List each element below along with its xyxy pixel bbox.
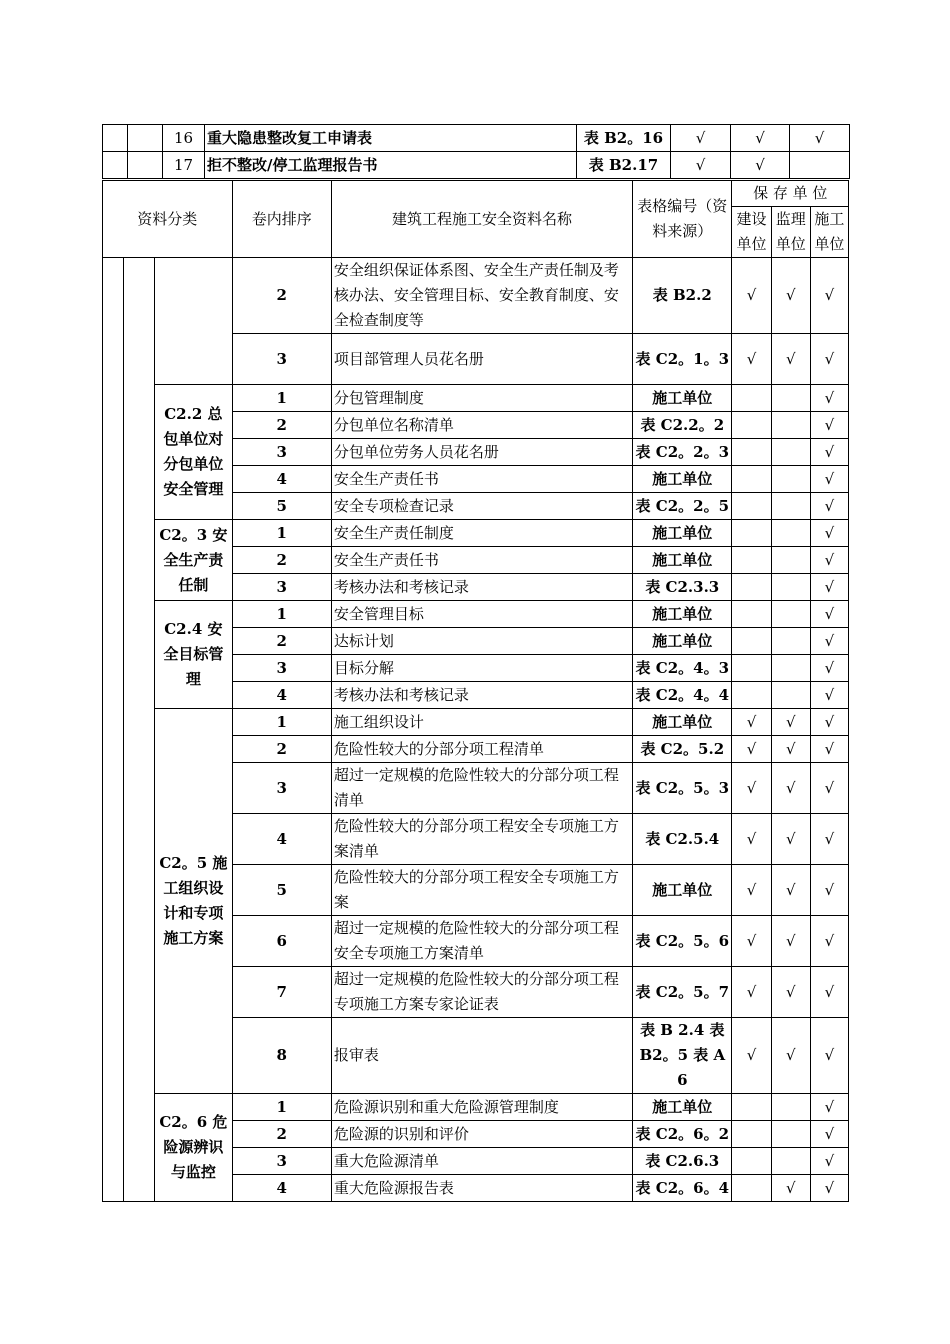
row-number: 3 (232, 1148, 331, 1175)
check-mark: √ (732, 967, 771, 1018)
document-name: 安全生产责任书 (331, 547, 632, 574)
check-mark (732, 1094, 771, 1121)
form-code: 表 C2。4。4 (633, 682, 732, 709)
row-number: 6 (232, 916, 331, 967)
row-number: 1 (232, 1094, 331, 1121)
check-mark: √ (810, 682, 848, 709)
header-row (103, 181, 849, 207)
check-mark: √ (671, 125, 731, 152)
document-name: 超过一定规模的危险性较大的分部分项工程安全专项施工方案清单 (331, 916, 632, 967)
check-mark: √ (732, 814, 771, 865)
row-number: 2 (232, 412, 331, 439)
check-mark: √ (671, 152, 731, 179)
check-mark: √ (732, 334, 771, 385)
form-code: 施工单位 (633, 709, 732, 736)
form-code: 表 C2。6。2 (633, 1121, 732, 1148)
document-name: 目标分解 (331, 655, 632, 682)
header-code: 表格编号（资料来源） (633, 181, 732, 258)
document-name: 报审表 (331, 1018, 632, 1094)
row-number: 3 (232, 574, 331, 601)
header-unit-supervision: 监理单位 (771, 207, 810, 258)
check-mark: √ (810, 1018, 848, 1094)
check-mark: √ (732, 865, 771, 916)
check-mark (771, 682, 810, 709)
check-mark: √ (771, 916, 810, 967)
check-mark: √ (771, 258, 810, 334)
check-mark: √ (810, 601, 848, 628)
document-name: 拒不整改/停工监理报告书 (205, 152, 577, 179)
check-mark: √ (810, 1094, 848, 1121)
header-name: 建筑工程施工安全资料名称 (331, 181, 632, 258)
form-code: 表 B2.2 (633, 258, 732, 334)
continuation-table (102, 124, 850, 179)
check-mark: √ (810, 628, 848, 655)
row-number: 2 (232, 1121, 331, 1148)
row-number: 8 (232, 1018, 331, 1094)
row-number: 4 (232, 1175, 331, 1202)
check-mark (771, 601, 810, 628)
document-name: 安全生产责任书 (331, 466, 632, 493)
check-mark: √ (810, 466, 848, 493)
form-code: 施工单位 (633, 520, 732, 547)
document-name: 危险源识别和重大危险源管理制度 (331, 1094, 632, 1121)
check-mark: √ (732, 709, 771, 736)
table-row (103, 709, 849, 736)
form-code: 表 C2。6。4 (633, 1175, 732, 1202)
check-mark: √ (810, 1121, 848, 1148)
category-cell: C2.4 安全目标管理 (155, 601, 232, 709)
check-mark: √ (771, 709, 810, 736)
form-code: 表 C2。5。3 (633, 763, 732, 814)
check-mark (732, 493, 771, 520)
header-unit-contractor: 施工单位 (810, 207, 848, 258)
check-mark (771, 628, 810, 655)
check-mark (771, 655, 810, 682)
check-mark: √ (810, 493, 848, 520)
check-mark: √ (810, 814, 848, 865)
form-code: 施工单位 (633, 385, 732, 412)
check-mark: √ (732, 916, 771, 967)
form-code: 施工单位 (633, 466, 732, 493)
form-code: 表 C2.5.4 (633, 814, 732, 865)
document-name: 安全专项检查记录 (331, 493, 632, 520)
header-order: 卷内排序 (232, 181, 331, 258)
row-number: 7 (232, 967, 331, 1018)
document-name: 施工组织设计 (331, 709, 632, 736)
document-name: 安全组织保证体系图、安全生产责任制及考核办法、安全管理目标、安全教育制度、安全检查制度等 (331, 258, 632, 334)
check-mark (732, 439, 771, 466)
row-number: 17 (163, 152, 205, 179)
check-mark: √ (810, 916, 848, 967)
table-row (103, 601, 849, 628)
form-code: 表 C2。5.2 (633, 736, 732, 763)
check-mark (732, 601, 771, 628)
check-mark: √ (810, 709, 848, 736)
check-mark: √ (771, 1175, 810, 1202)
document-name: 重大危险源清单 (331, 1148, 632, 1175)
document-name: 项目部管理人员花名册 (331, 334, 632, 385)
check-mark: √ (810, 439, 848, 466)
check-mark: √ (810, 547, 848, 574)
form-code: 表 C2。5。6 (633, 916, 732, 967)
check-mark (732, 520, 771, 547)
check-mark: √ (790, 125, 850, 152)
check-mark: √ (771, 865, 810, 916)
check-mark: √ (810, 736, 848, 763)
check-mark: √ (810, 412, 848, 439)
check-mark: √ (732, 736, 771, 763)
check-mark: √ (771, 1018, 810, 1094)
row-number: 2 (232, 628, 331, 655)
check-mark (771, 493, 810, 520)
check-mark: √ (771, 763, 810, 814)
row-number: 4 (232, 814, 331, 865)
table-row (103, 152, 850, 179)
safety-document-table (102, 180, 849, 1202)
check-mark (732, 655, 771, 682)
document-name: 超过一定规模的危险性较大的分部分项工程专项施工方案专家论证表 (331, 967, 632, 1018)
row-number: 3 (232, 334, 331, 385)
check-mark (732, 412, 771, 439)
row-number: 1 (232, 601, 331, 628)
document-name: 重大隐患整改复工申请表 (205, 125, 577, 152)
form-code: 表 B 2.4 表 B2。5 表 A6 (633, 1018, 732, 1094)
row-number: 16 (163, 125, 205, 152)
check-mark: √ (732, 1018, 771, 1094)
row-number: 5 (232, 493, 331, 520)
document-name: 超过一定规模的危险性较大的分部分项工程清单 (331, 763, 632, 814)
check-mark: √ (771, 814, 810, 865)
form-code: 表 C2.2。2 (633, 412, 732, 439)
check-mark (771, 466, 810, 493)
check-mark: √ (732, 763, 771, 814)
document-name: 安全生产责任制度 (331, 520, 632, 547)
document-name: 重大危险源报告表 (331, 1175, 632, 1202)
form-code: 表 B2.17 (577, 152, 671, 179)
check-mark: √ (731, 125, 790, 152)
document-name: 考核办法和考核记录 (331, 682, 632, 709)
check-mark (732, 1121, 771, 1148)
header-storage: 保 存 单 位 (732, 181, 849, 207)
check-mark (732, 574, 771, 601)
row-number: 3 (232, 655, 331, 682)
check-mark (732, 628, 771, 655)
form-code: 表 C2.6.3 (633, 1148, 732, 1175)
check-mark: √ (810, 574, 848, 601)
table-row (103, 125, 850, 152)
header-unit-construction: 建设单位 (732, 207, 771, 258)
table-row (103, 258, 849, 334)
check-mark (732, 547, 771, 574)
form-code: 施工单位 (633, 628, 732, 655)
check-mark: √ (810, 967, 848, 1018)
check-mark: √ (810, 1175, 848, 1202)
form-code: 表 C2。2。3 (633, 439, 732, 466)
form-code: 施工单位 (633, 865, 732, 916)
check-mark: √ (771, 334, 810, 385)
check-mark: √ (771, 736, 810, 763)
form-code: 表 C2。4。3 (633, 655, 732, 682)
outer-col-b (124, 258, 155, 1202)
form-code: 表 C2。2。5 (633, 493, 732, 520)
row-number: 2 (232, 736, 331, 763)
row-number: 2 (232, 547, 331, 574)
document-name: 安全管理目标 (331, 601, 632, 628)
check-mark (790, 152, 850, 179)
table-row (103, 520, 849, 547)
form-code: 施工单位 (633, 1094, 732, 1121)
document-name: 危险性较大的分部分项工程清单 (331, 736, 632, 763)
check-mark: √ (810, 1148, 848, 1175)
check-mark (732, 466, 771, 493)
check-mark (771, 1148, 810, 1175)
check-mark: √ (810, 520, 848, 547)
row-number: 4 (232, 682, 331, 709)
row-number: 1 (232, 520, 331, 547)
row-number: 2 (232, 258, 331, 334)
check-mark (771, 574, 810, 601)
row-number: 4 (232, 466, 331, 493)
check-mark (771, 1094, 810, 1121)
document-name: 危险性较大的分部分项工程安全专项施工方案 (331, 865, 632, 916)
check-mark: √ (810, 385, 848, 412)
check-mark: √ (810, 865, 848, 916)
form-code: 表 B2。16 (577, 125, 671, 152)
category-cell: C2。3 安全生产责任制 (155, 520, 232, 601)
document-name: 危险性较大的分部分项工程安全专项施工方案清单 (331, 814, 632, 865)
check-mark (771, 547, 810, 574)
check-mark: √ (771, 967, 810, 1018)
document-name: 分包单位名称清单 (331, 412, 632, 439)
check-mark: √ (810, 258, 848, 334)
row-number: 5 (232, 865, 331, 916)
document-name: 达标计划 (331, 628, 632, 655)
check-mark (771, 520, 810, 547)
category-cell (155, 258, 232, 385)
form-code: 表 C2。1。3 (633, 334, 732, 385)
check-mark (771, 1121, 810, 1148)
form-code: 施工单位 (633, 547, 732, 574)
row-number: 1 (232, 709, 331, 736)
check-mark (732, 682, 771, 709)
check-mark: √ (810, 763, 848, 814)
check-mark (771, 385, 810, 412)
category-cell: C2。5 施工组织设计和专项施工方案 (155, 709, 232, 1094)
header-category: 资料分类 (103, 181, 233, 258)
check-mark: √ (732, 258, 771, 334)
outer-col-a (103, 258, 124, 1202)
check-mark (732, 385, 771, 412)
table-row (103, 385, 849, 412)
check-mark (771, 412, 810, 439)
form-code: 表 C2.3.3 (633, 574, 732, 601)
document-name: 危险源的识别和评价 (331, 1121, 632, 1148)
check-mark: √ (810, 655, 848, 682)
category-cell: C2。6 危险源辨识与监控 (155, 1094, 232, 1202)
check-mark: √ (810, 334, 848, 385)
check-mark: √ (731, 152, 790, 179)
check-mark (732, 1148, 771, 1175)
check-mark (732, 1175, 771, 1202)
form-code: 表 C2。5。7 (633, 967, 732, 1018)
document-name: 考核办法和考核记录 (331, 574, 632, 601)
document-name: 分包管理制度 (331, 385, 632, 412)
document-name: 分包单位劳务人员花名册 (331, 439, 632, 466)
check-mark (771, 439, 810, 466)
row-number: 3 (232, 763, 331, 814)
table-row (103, 1094, 849, 1121)
row-number: 1 (232, 385, 331, 412)
category-cell: C2.2 总包单位对分包单位安全管理 (155, 385, 232, 520)
row-number: 3 (232, 439, 331, 466)
form-code: 施工单位 (633, 601, 732, 628)
